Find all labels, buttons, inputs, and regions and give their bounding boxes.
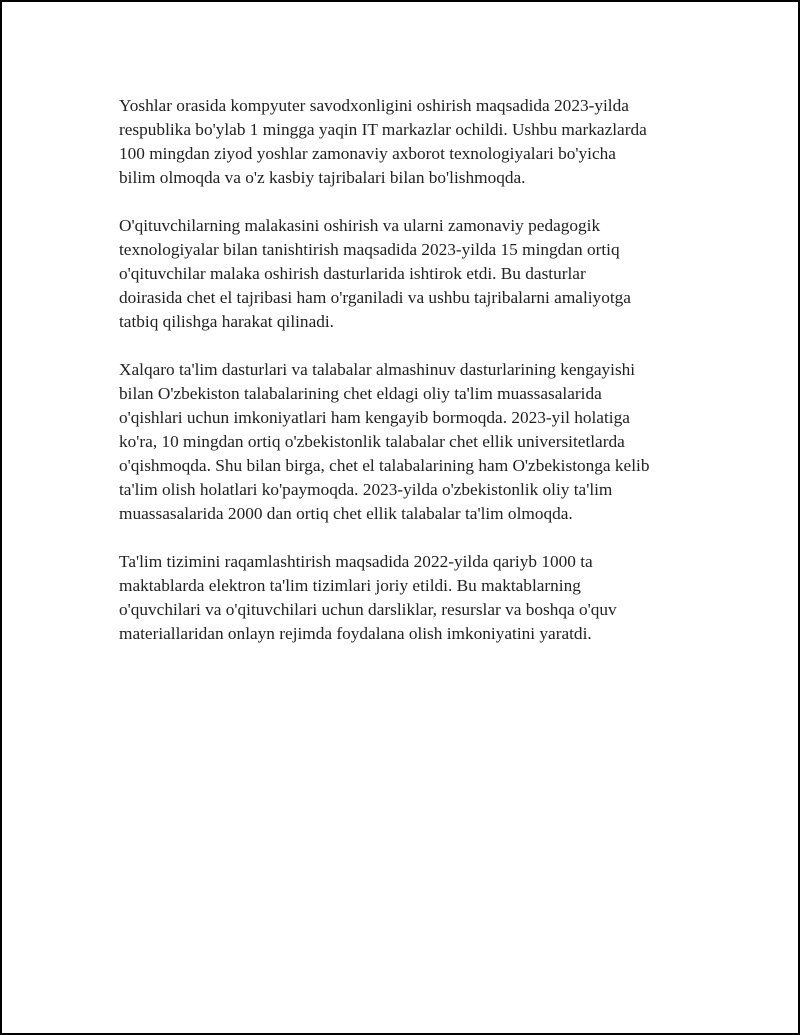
- text-line: bilan O'zbekiston talabalarining chet eldagi oliy ta'lim muassasalarida: [119, 384, 602, 403]
- text-line: o'quvchilari va o'qituvchilari uchun darsliklar, resurslar va boshqa o'quv: [119, 600, 617, 619]
- paragraph-teacher-training: [119, 214, 689, 334]
- text-line: materiallaridan onlayn rejimda foydalana olish imkoniyatini yaratdi.: [119, 624, 592, 643]
- text-line: 100 mingdan ziyod yoshlar zamonaviy axborot texnologiyalari bo'yicha: [119, 144, 616, 163]
- paragraph-international-exchange: [119, 358, 689, 526]
- text-line: texnologiyalar bilan tanishtirish maqsadida 2023-yilda 15 mingdan ortiq: [119, 240, 620, 259]
- text-line: respublika bo'ylab 1 mingga yaqin IT markazlar ochildi. Ushbu markazlarda: [119, 120, 647, 139]
- text-line: doirasida chet el tajribasi ham o'rganiladi va ushbu tajribalarni amaliyotga: [119, 288, 631, 307]
- text-line: Ta'lim tizimini raqamlashtirish maqsadida 2022-yilda qariyb 1000 ta: [119, 552, 593, 571]
- text-line: tatbiq qilishga harakat qilinadi.: [119, 312, 335, 331]
- text-line: o'qishlari uchun imkoniyatlari ham kengayib bormoqda. 2023-yil holatiga: [119, 408, 630, 427]
- text-line: Xalqaro ta'lim dasturlari va talabalar almashinuv dasturlarining kengayishi: [119, 360, 636, 379]
- text-line: ko'ra, 10 mingdan ortiq o'zbekistonlik talabalar chet ellik universitetlarda: [119, 432, 625, 451]
- paragraph-digitalization: [119, 550, 689, 646]
- text-line: ta'lim olish holatlari ko'paymoqda. 2023-yilda o'zbekistonlik oliy ta'lim: [119, 480, 613, 499]
- text-line: bilim olmoqda va o'z kasbiy tajribalari bilan bo'lishmoqda.: [119, 168, 526, 187]
- document-body: [119, 94, 689, 670]
- paragraph-it-centers: [119, 94, 689, 190]
- text-line: o'qituvchilar malaka oshirish dasturlarida ishtirok etdi. Bu dasturlar: [119, 264, 586, 283]
- text-line: O'qituvchilarning malakasini oshirish va ularni zamonaviy pedagogik: [119, 216, 601, 235]
- text-line: o'qishmoqda. Shu bilan birga, chet el talabalarining ham O'zbekistonga kelib: [119, 456, 650, 475]
- text-line: maktablarda elektron ta'lim tizimlari joriy etildi. Bu maktablarning: [119, 576, 581, 595]
- text-line: muassasalarida 2000 dan ortiq chet ellik talabalar ta'lim olmoqda.: [119, 504, 573, 523]
- text-line: Yoshlar orasida kompyuter savodxonligini oshirish maqsadida 2023-yilda: [119, 96, 629, 115]
